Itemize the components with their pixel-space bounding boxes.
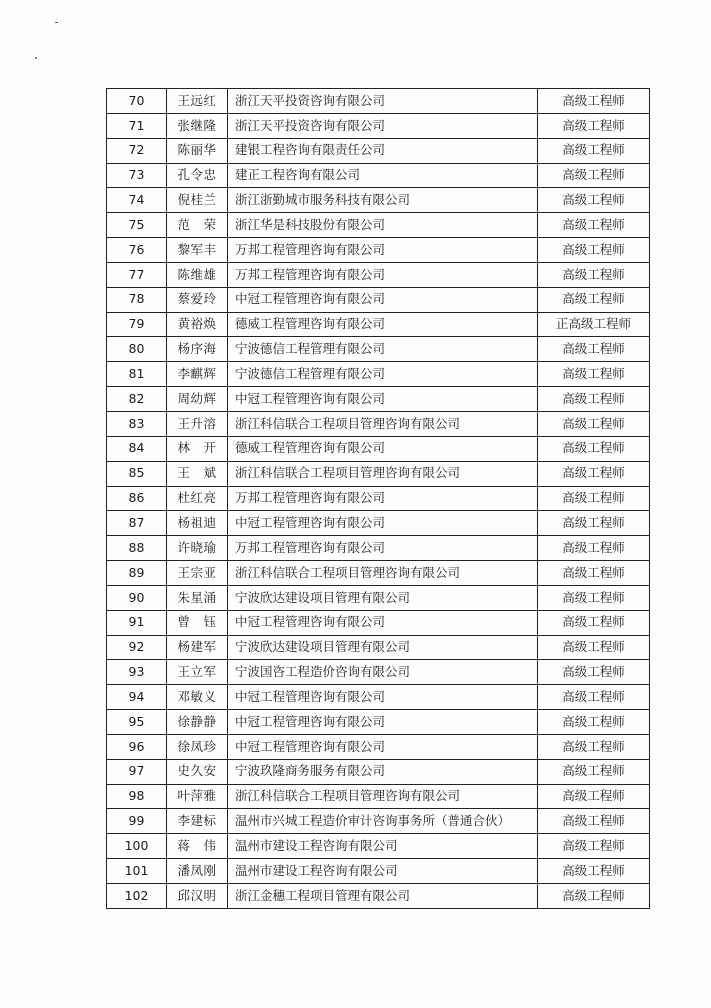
organization-name-cell: 宁波欣达建设项目管理有限公司 xyxy=(228,585,538,610)
organization-name-cell: 浙江科信联合工程项目管理咨询有限公司 xyxy=(228,461,538,486)
professional-title-cell: 高级工程师 xyxy=(538,436,650,461)
person-name-cell: 叶萍雅 xyxy=(167,784,228,809)
row-number-cell: 99 xyxy=(107,809,167,834)
person-name-cell: 邓敏义 xyxy=(167,685,228,710)
person-name-cell: 王宗亚 xyxy=(167,561,228,586)
organization-name-cell: 中冠工程管理咨询有限公司 xyxy=(228,387,538,412)
organization-name-cell: 中冠工程管理咨询有限公司 xyxy=(228,610,538,635)
person-name-cell: 王 斌 xyxy=(167,461,228,486)
row-number-cell: 84 xyxy=(107,436,167,461)
table-row xyxy=(107,685,650,710)
scan-speck xyxy=(55,22,58,23)
table-row xyxy=(107,89,650,114)
table-row xyxy=(107,461,650,486)
professional-title-cell: 高级工程师 xyxy=(538,511,650,536)
table-row xyxy=(107,660,650,685)
organization-name-cell: 德威工程管理咨询有限公司 xyxy=(228,436,538,461)
table-row xyxy=(107,262,650,287)
professional-title-cell: 高级工程师 xyxy=(538,387,650,412)
organization-name-cell: 温州市兴城工程造价审计咨询事务所（普通合伙） xyxy=(228,809,538,834)
row-number-cell: 102 xyxy=(107,884,167,909)
table-row xyxy=(107,138,650,163)
professional-title-cell: 高级工程师 xyxy=(538,585,650,610)
organization-name-cell: 建银工程咨询有限责任公司 xyxy=(228,138,538,163)
professional-title-cell: 高级工程师 xyxy=(538,561,650,586)
professional-title-cell: 高级工程师 xyxy=(538,884,650,909)
organization-name-cell: 中冠工程管理咨询有限公司 xyxy=(228,511,538,536)
organization-name-cell: 建正工程咨询有限公司 xyxy=(228,163,538,188)
organization-name-cell: 中冠工程管理咨询有限公司 xyxy=(228,710,538,735)
table-row xyxy=(107,859,650,884)
professional-title-cell: 高级工程师 xyxy=(538,138,650,163)
table-row xyxy=(107,163,650,188)
organization-name-cell: 德威工程管理咨询有限公司 xyxy=(228,312,538,337)
professional-title-cell: 高级工程师 xyxy=(538,759,650,784)
professional-title-cell: 高级工程师 xyxy=(538,213,650,238)
table-row xyxy=(107,213,650,238)
organization-name-cell: 万邦工程管理咨询有限公司 xyxy=(228,536,538,561)
row-number-cell: 75 xyxy=(107,213,167,238)
person-name-cell: 邱汉明 xyxy=(167,884,228,909)
table-row xyxy=(107,809,650,834)
row-number-cell: 100 xyxy=(107,834,167,859)
person-name-cell: 王立军 xyxy=(167,660,228,685)
table-row xyxy=(107,188,650,213)
professional-title-cell: 高级工程师 xyxy=(538,486,650,511)
person-name-cell: 朱星涌 xyxy=(167,585,228,610)
person-name-cell: 黎军丰 xyxy=(167,238,228,263)
organization-name-cell: 宁波德信工程管理有限公司 xyxy=(228,362,538,387)
table-row xyxy=(107,312,650,337)
professional-title-cell: 高级工程师 xyxy=(538,262,650,287)
organization-name-cell: 浙江天平投资咨询有限公司 xyxy=(228,113,538,138)
person-name-cell: 蒋 伟 xyxy=(167,834,228,859)
row-number-cell: 77 xyxy=(107,262,167,287)
table-row xyxy=(107,113,650,138)
professional-title-cell: 高级工程师 xyxy=(538,113,650,138)
table-row xyxy=(107,759,650,784)
row-number-cell: 101 xyxy=(107,859,167,884)
person-name-cell: 陈丽华 xyxy=(167,138,228,163)
table-row xyxy=(107,884,650,909)
person-name-cell: 李建标 xyxy=(167,809,228,834)
row-number-cell: 94 xyxy=(107,685,167,710)
row-number-cell: 74 xyxy=(107,188,167,213)
organization-name-cell: 浙江科信联合工程项目管理咨询有限公司 xyxy=(228,411,538,436)
person-name-cell: 史久安 xyxy=(167,759,228,784)
professional-title-cell: 高级工程师 xyxy=(538,188,650,213)
table-row xyxy=(107,486,650,511)
table-row xyxy=(107,561,650,586)
table-row xyxy=(107,635,650,660)
professional-title-cell: 高级工程师 xyxy=(538,238,650,263)
row-number-cell: 80 xyxy=(107,337,167,362)
organization-name-cell: 中冠工程管理咨询有限公司 xyxy=(228,287,538,312)
organization-name-cell: 浙江浙勤城市服务科技有限公司 xyxy=(228,188,538,213)
professional-title-cell: 高级工程师 xyxy=(538,859,650,884)
table-row xyxy=(107,536,650,561)
organization-name-cell: 浙江金穗工程项目管理有限公司 xyxy=(228,884,538,909)
professional-title-cell: 高级工程师 xyxy=(538,89,650,114)
organization-name-cell: 宁波国咨工程造价咨询有限公司 xyxy=(228,660,538,685)
table-row xyxy=(107,411,650,436)
personnel-table-body xyxy=(107,89,650,909)
professional-title-cell: 高级工程师 xyxy=(538,411,650,436)
table-row xyxy=(107,585,650,610)
person-name-cell: 周幼辉 xyxy=(167,387,228,412)
scan-speck xyxy=(35,57,37,59)
table-row xyxy=(107,238,650,263)
professional-title-cell: 高级工程师 xyxy=(538,337,650,362)
person-name-cell: 潘凤刚 xyxy=(167,859,228,884)
person-name-cell: 王升溶 xyxy=(167,411,228,436)
professional-title-cell: 高级工程师 xyxy=(538,660,650,685)
organization-name-cell: 浙江华是科技股份有限公司 xyxy=(228,213,538,238)
table-row xyxy=(107,387,650,412)
person-name-cell: 王远红 xyxy=(167,89,228,114)
professional-title-cell: 高级工程师 xyxy=(538,163,650,188)
row-number-cell: 90 xyxy=(107,585,167,610)
table-row xyxy=(107,436,650,461)
row-number-cell: 98 xyxy=(107,784,167,809)
professional-title-cell: 高级工程师 xyxy=(538,610,650,635)
row-number-cell: 72 xyxy=(107,138,167,163)
professional-title-cell: 高级工程师 xyxy=(538,710,650,735)
row-number-cell: 93 xyxy=(107,660,167,685)
person-name-cell: 杨建军 xyxy=(167,635,228,660)
organization-name-cell: 宁波德信工程管理有限公司 xyxy=(228,337,538,362)
person-name-cell: 徐凤珍 xyxy=(167,734,228,759)
row-number-cell: 83 xyxy=(107,411,167,436)
organization-name-cell: 宁波欣达建设项目管理有限公司 xyxy=(228,635,538,660)
person-name-cell: 黄裕焕 xyxy=(167,312,228,337)
table-row xyxy=(107,734,650,759)
table-row xyxy=(107,784,650,809)
person-name-cell: 张继隆 xyxy=(167,113,228,138)
organization-name-cell: 万邦工程管理咨询有限公司 xyxy=(228,486,538,511)
person-name-cell: 孔令忠 xyxy=(167,163,228,188)
row-number-cell: 92 xyxy=(107,635,167,660)
table-row xyxy=(107,287,650,312)
row-number-cell: 71 xyxy=(107,113,167,138)
row-number-cell: 87 xyxy=(107,511,167,536)
organization-name-cell: 浙江科信联合工程项目管理咨询有限公司 xyxy=(228,784,538,809)
professional-title-cell: 高级工程师 xyxy=(538,834,650,859)
personnel-table xyxy=(106,88,650,909)
professional-title-cell: 高级工程师 xyxy=(538,635,650,660)
professional-title-cell: 正高级工程师 xyxy=(538,312,650,337)
row-number-cell: 81 xyxy=(107,362,167,387)
person-name-cell: 李麒辉 xyxy=(167,362,228,387)
person-name-cell: 杨序海 xyxy=(167,337,228,362)
professional-title-cell: 高级工程师 xyxy=(538,809,650,834)
person-name-cell: 曾 钰 xyxy=(167,610,228,635)
row-number-cell: 95 xyxy=(107,710,167,735)
professional-title-cell: 高级工程师 xyxy=(538,536,650,561)
person-name-cell: 蔡爱玲 xyxy=(167,287,228,312)
table-row xyxy=(107,710,650,735)
person-name-cell: 林 开 xyxy=(167,436,228,461)
table-row xyxy=(107,610,650,635)
table-row xyxy=(107,337,650,362)
professional-title-cell: 高级工程师 xyxy=(538,461,650,486)
person-name-cell: 许晓瑜 xyxy=(167,536,228,561)
professional-title-cell: 高级工程师 xyxy=(538,784,650,809)
row-number-cell: 96 xyxy=(107,734,167,759)
row-number-cell: 85 xyxy=(107,461,167,486)
row-number-cell: 70 xyxy=(107,89,167,114)
table-row xyxy=(107,834,650,859)
row-number-cell: 78 xyxy=(107,287,167,312)
person-name-cell: 倪桂兰 xyxy=(167,188,228,213)
organization-name-cell: 中冠工程管理咨询有限公司 xyxy=(228,734,538,759)
row-number-cell: 73 xyxy=(107,163,167,188)
organization-name-cell: 万邦工程管理咨询有限公司 xyxy=(228,238,538,263)
row-number-cell: 88 xyxy=(107,536,167,561)
organization-name-cell: 浙江天平投资咨询有限公司 xyxy=(228,89,538,114)
row-number-cell: 97 xyxy=(107,759,167,784)
row-number-cell: 82 xyxy=(107,387,167,412)
person-name-cell: 杜红亮 xyxy=(167,486,228,511)
organization-name-cell: 中冠工程管理咨询有限公司 xyxy=(228,685,538,710)
person-name-cell: 范 荣 xyxy=(167,213,228,238)
table-row xyxy=(107,511,650,536)
table-row xyxy=(107,362,650,387)
row-number-cell: 91 xyxy=(107,610,167,635)
professional-title-cell: 高级工程师 xyxy=(538,287,650,312)
professional-title-cell: 高级工程师 xyxy=(538,685,650,710)
organization-name-cell: 万邦工程管理咨询有限公司 xyxy=(228,262,538,287)
person-name-cell: 徐静静 xyxy=(167,710,228,735)
organization-name-cell: 浙江科信联合工程项目管理咨询有限公司 xyxy=(228,561,538,586)
professional-title-cell: 高级工程师 xyxy=(538,362,650,387)
row-number-cell: 86 xyxy=(107,486,167,511)
organization-name-cell: 宁波玖隆商务服务有限公司 xyxy=(228,759,538,784)
row-number-cell: 89 xyxy=(107,561,167,586)
person-name-cell: 陈维雄 xyxy=(167,262,228,287)
person-name-cell: 杨祖迪 xyxy=(167,511,228,536)
row-number-cell: 79 xyxy=(107,312,167,337)
organization-name-cell: 温州市建设工程咨询有限公司 xyxy=(228,859,538,884)
professional-title-cell: 高级工程师 xyxy=(538,734,650,759)
row-number-cell: 76 xyxy=(107,238,167,263)
organization-name-cell: 温州市建设工程咨询有限公司 xyxy=(228,834,538,859)
